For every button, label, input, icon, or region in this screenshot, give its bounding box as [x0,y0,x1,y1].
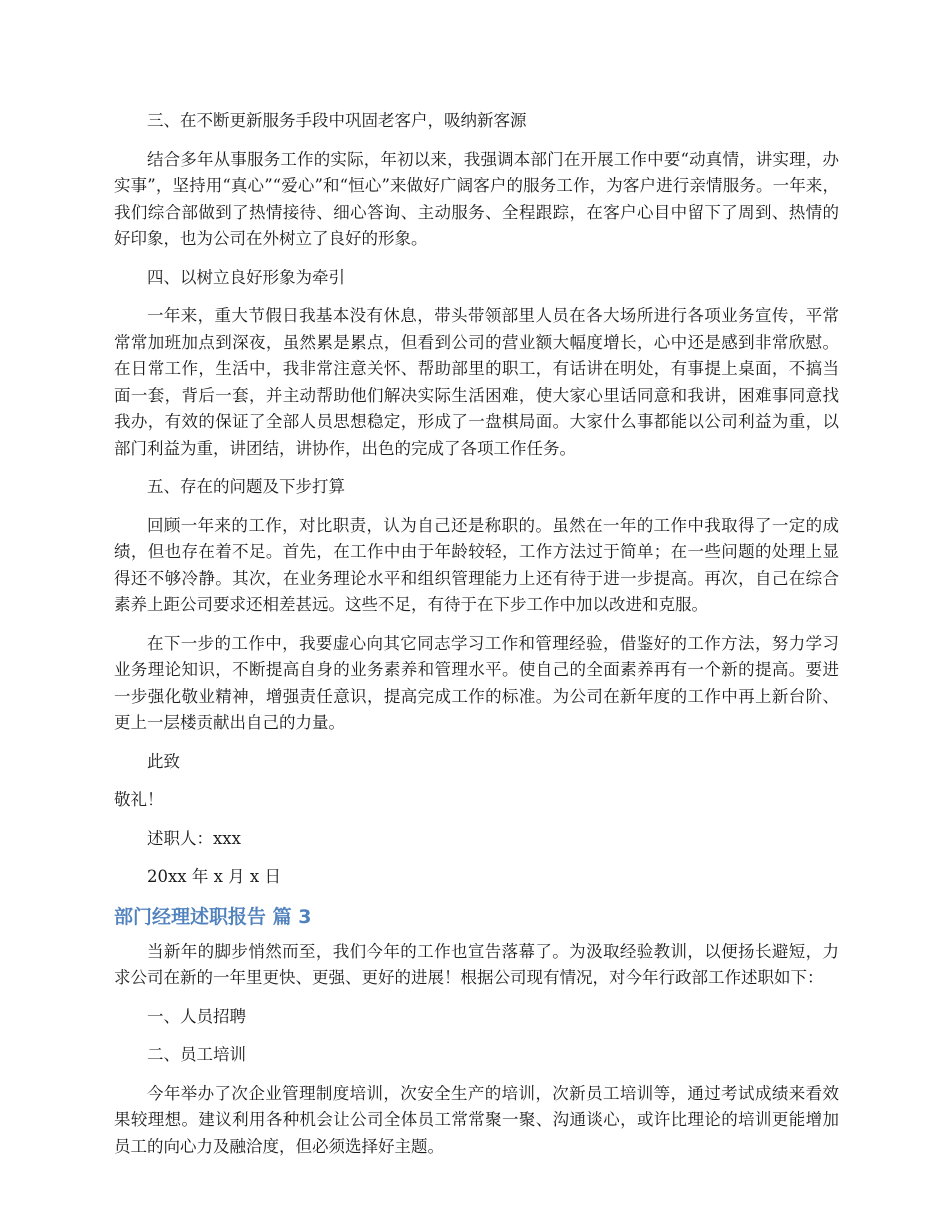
paragraph-review: 回顾一年来的工作，对比职责，认为自己还是称职的。虽然在一年的工作中我取得了一定的成绩，但也存在着不足。首先，在工作中由于年龄较轻，工作方法过于简单；在一些问题的处理上显得还不够冷静。其次，在业务理论水平和组织管理能力上还有待于进一步提高。再次，自己在综合素养上距公司要求还相差甚远。这些不足，有待于在下步工作中加以改进和克服。 [114,515,839,614]
paragraph-intro: 当新年的脚步悄然而至，我们今年的工作也宣告落幕了。为汲取经验教训，以便扬长避短，力求公司在新的一年里更快、更强、更好的进展！根据公司现有情况，对今年行政部工作述职如下： [114,941,839,987]
subheading-recruitment: 一、人员招聘 [147,1006,246,1026]
subheading-training: 二、员工培训 [147,1045,246,1064]
paragraph-training: 今年举办了次企业管理制度培训，次安全生产的培训，次新员工培训等，通过考试成绩来看效果较理想。建议利用各种机会让公司全体员工常常聚一聚、沟通谈心，或许比理论的培训更能增加员工的向心力及融洽度，但必须选择好主题。 [114,1083,839,1156]
paragraph-next-steps: 在下一步的工作中，我要虚心向其它同志学习工作和管理经验，借鉴好的工作方法，努力学习业务理论知识，不断提高自身的业务素养和管理水平。使自己的全面素养再有一个新的提高。要进一步强化敬业精神，增强责任意识，提高完成工作的标准。为公司在新年度的工作中再上新台阶、更上一层楼贡献出自己的力量。 [114,633,839,732]
report-date: 20xx 年 x 月 x 日 [147,867,281,886]
subheading-four: 四、以树立良好形象为牵引 [147,267,345,287]
document-page [114,108,839,1172]
subheading-five: 五、存在的问题及下步打算 [147,477,345,496]
closing-cizhi: 此致 [147,751,180,771]
closing-jingli: 敬礼！ [114,790,164,809]
paragraph-image-building: 一年来，重大节假日我基本没有休息，带头带领部里人员在各大场所进行各项业务宣传，平常常常加班加点到深夜，虽然累是累点，但看到公司的营业额大幅度增长，心中还是感到非常欣慰。在日常工作，生活中，我非常注意关怀、帮助部里的职工，有话讲在明处，有事提上桌面，不搞当面一套，背后一套，并主动帮助他们解决实际生活困难，使大家心里话同意和我讲，困难事同意找我办，有效的保证了全部人员思想稳定，形成了一盘棋局面。大家什么事都能以公司利益为重，以部门利益为重，讲团结，讲协作，出色的完成了各项工作任务。 [114,306,839,458]
paragraph-customer-service: 结合多年从事服务工作的实际，年初以来，我强调本部门在开展工作中要“动真情，讲实理，办实事”，坚持用“真心”“爱心”和“恒心”来做好广阔客户的服务工作，为客户进行亲情服务。一年来，我们综合部做到了热情接待、细心答询、主动服务、全程跟踪，在客户心目中留下了周到、热情的好印象，也为公司在外树立了良好的形象。 [114,149,839,248]
reporter-name: 述职人：xxx [147,828,241,848]
subheading-three: 三、在不断更新服务手段中巩固老客户，吸纳新客源 [147,111,527,130]
section-title: 部门经理述职报告 篇 3 [114,905,312,928]
